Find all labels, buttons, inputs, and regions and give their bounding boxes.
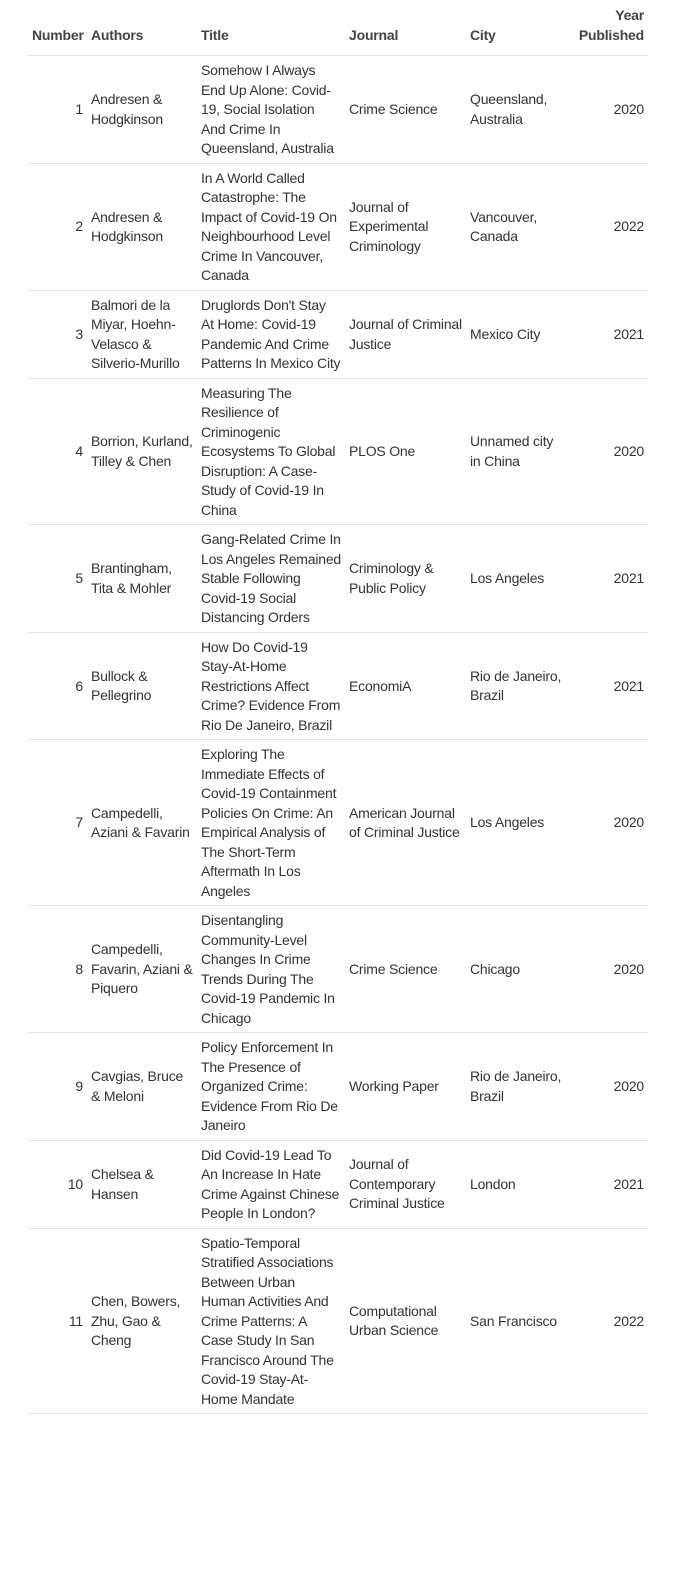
header-authors[interactable]: Authors xyxy=(87,0,197,56)
cell-journal: Journal of Contemporary Criminal Justice xyxy=(345,1140,466,1228)
cell-number: 1 xyxy=(28,56,87,164)
cell-title: Somehow I Always End Up Alone: Covid-19, Social Isolation And Crime In Queensland, Australia xyxy=(197,56,345,164)
cell-number: 6 xyxy=(28,632,87,740)
cell-authors: Borrion, Kurland, Tilley & Chen xyxy=(87,378,197,525)
cell-title: Measuring The Resilience of Criminogenic Ecosystems To Global Disruption: A Case-Study of Covid-19 In China xyxy=(197,378,345,525)
cell-authors: Campedelli, Aziani & Favarin xyxy=(87,740,197,906)
cell-journal: PLOS One xyxy=(345,378,466,525)
header-year-line2: Published xyxy=(578,26,644,43)
cell-city: Vancouver, Canada xyxy=(466,163,568,290)
cell-authors: Andresen & Hodgkinson xyxy=(87,163,197,290)
table-row xyxy=(28,56,648,164)
cell-authors: Bullock & Pellegrino xyxy=(87,632,197,740)
header-row xyxy=(28,0,648,56)
table-row xyxy=(28,1140,648,1228)
cell-year: 2020 xyxy=(568,56,648,164)
header-journal[interactable]: Journal xyxy=(345,0,466,56)
cell-title: Druglords Don't Stay At Home: Covid-19 Pandemic And Crime Patterns In Mexico City xyxy=(197,290,345,378)
cell-journal: EconomiA xyxy=(345,632,466,740)
cell-year: 2020 xyxy=(568,906,648,1033)
cell-year: 2020 xyxy=(568,378,648,525)
header-year-published[interactable] xyxy=(568,0,648,56)
cell-title: In A World Called Catastrophe: The Impact of Covid-19 On Neighbourhood Level Crime In Vancouver, Canada xyxy=(197,163,345,290)
cell-number: 11 xyxy=(28,1228,87,1414)
cell-title: Exploring The Immediate Effects of Covid-19 Containment Policies On Crime: An Empirical Analysis of The Short-Term Aftermath In Los Angeles xyxy=(197,740,345,906)
cell-journal: Journal of Experimental Criminology xyxy=(345,163,466,290)
cell-title: Policy Enforcement In The Presence of Organized Crime: Evidence From Rio De Janeiro xyxy=(197,1033,345,1141)
cell-year: 2020 xyxy=(568,740,648,906)
cell-journal: American Journal of Criminal Justice xyxy=(345,740,466,906)
cell-year: 2021 xyxy=(568,525,648,633)
cell-city: Chicago xyxy=(466,906,568,1033)
cell-number: 7 xyxy=(28,740,87,906)
cell-title: Spatio-Temporal Stratified Associations Between Urban Human Activities And Crime Patterns: A Case Study In San Francisco Around The Covid-19 Stay-At-Home Mandate xyxy=(197,1228,345,1414)
cell-authors: Cavgias, Bruce & Meloni xyxy=(87,1033,197,1141)
cell-journal: Computational Urban Science xyxy=(345,1228,466,1414)
table-row xyxy=(28,378,648,525)
cell-city: Los Angeles xyxy=(466,525,568,633)
cell-authors: Campedelli, Favarin, Aziani & Piquero xyxy=(87,906,197,1033)
cell-authors: Balmori de la Miyar, Hoehn-Velasco & Silverio-Murillo xyxy=(87,290,197,378)
header-city[interactable]: City xyxy=(466,0,568,56)
cell-year: 2020 xyxy=(568,1033,648,1141)
cell-number: 3 xyxy=(28,290,87,378)
studies-table xyxy=(28,0,648,1414)
cell-year: 2022 xyxy=(568,163,648,290)
cell-city: Mexico City xyxy=(466,290,568,378)
table-row xyxy=(28,740,648,906)
header-title[interactable]: Title xyxy=(197,0,345,56)
table-row xyxy=(28,632,648,740)
cell-journal: Criminology & Public Policy xyxy=(345,525,466,633)
table-row xyxy=(28,1228,648,1414)
cell-title: Gang-Related Crime In Los Angeles Remained Stable Following Covid-19 Social Distancing Orders xyxy=(197,525,345,633)
table-row xyxy=(28,163,648,290)
cell-city: Unnamed city in China xyxy=(466,378,568,525)
cell-year: 2021 xyxy=(568,1140,648,1228)
cell-journal: Working Paper xyxy=(345,1033,466,1141)
cell-title: Disentangling Community-Level Changes In Crime Trends During The Covid-19 Pandemic In Chicago xyxy=(197,906,345,1033)
cell-number: 8 xyxy=(28,906,87,1033)
cell-number: 10 xyxy=(28,1140,87,1228)
cell-number: 4 xyxy=(28,378,87,525)
cell-title: How Do Covid-19 Stay-At-Home Restrictions Affect Crime? Evidence From Rio De Janeiro, Brazil xyxy=(197,632,345,740)
cell-authors: Chen, Bowers, Zhu, Gao & Cheng xyxy=(87,1228,197,1414)
cell-authors: Andresen & Hodgkinson xyxy=(87,56,197,164)
cell-year: 2022 xyxy=(568,1228,648,1414)
header-number[interactable]: Number xyxy=(28,0,87,56)
cell-journal: Crime Science xyxy=(345,56,466,164)
table-row xyxy=(28,290,648,378)
cell-city: Queensland, Australia xyxy=(466,56,568,164)
cell-journal: Journal of Criminal Justice xyxy=(345,290,466,378)
cell-city: Rio de Janeiro, Brazil xyxy=(466,632,568,740)
cell-city: Rio de Janeiro, Brazil xyxy=(466,1033,568,1141)
table-row xyxy=(28,1033,648,1141)
cell-city: San Francisco xyxy=(466,1228,568,1414)
cell-city: London xyxy=(466,1140,568,1228)
cell-title: Did Covid-19 Lead To An Increase In Hate Crime Against Chinese People In London? xyxy=(197,1140,345,1228)
cell-authors: Chelsea & Hansen xyxy=(87,1140,197,1228)
cell-number: 5 xyxy=(28,525,87,633)
cell-year: 2021 xyxy=(568,632,648,740)
cell-journal: Crime Science xyxy=(345,906,466,1033)
table-row xyxy=(28,906,648,1033)
cell-number: 9 xyxy=(28,1033,87,1141)
table-row xyxy=(28,525,648,633)
header-year-line1: Year xyxy=(615,7,644,23)
cell-year: 2021 xyxy=(568,290,648,378)
cell-city: Los Angeles xyxy=(466,740,568,906)
cell-authors: Brantingham, Tita & Mohler xyxy=(87,525,197,633)
cell-number: 2 xyxy=(28,163,87,290)
